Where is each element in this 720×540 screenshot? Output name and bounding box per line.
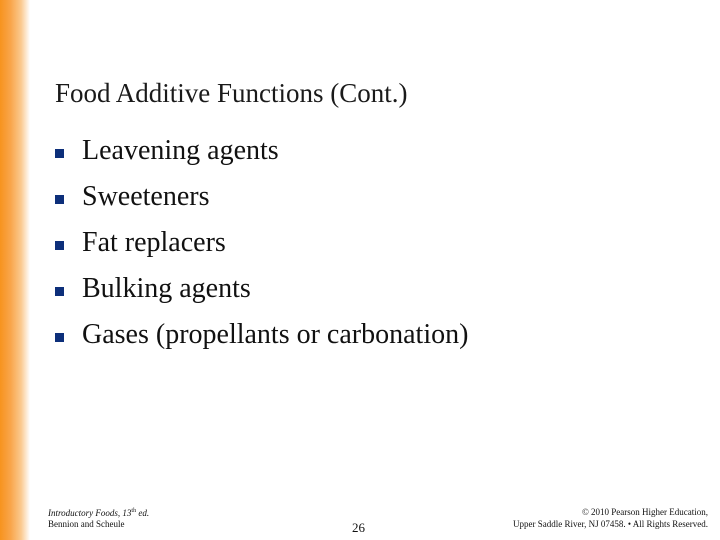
bullet-text: Bulking agents (82, 273, 251, 304)
bullet-item (55, 312, 468, 358)
square-bullet-icon (55, 149, 64, 158)
footer-edition-suffix: ed. (136, 508, 150, 518)
square-bullet-icon (55, 287, 64, 296)
bullet-item (55, 128, 468, 174)
copyright-line-2: Upper Saddle River, NJ 07458. • All Rights Reserved. (512, 519, 708, 529)
page-number: 26 (352, 520, 365, 535)
square-bullet-icon (55, 241, 64, 250)
footer-copyright (513, 506, 708, 530)
bullet-text: Gases (propellants or carbonation) (82, 319, 469, 350)
footer-book-credit (48, 508, 149, 530)
bullet-item (55, 174, 468, 220)
bullet-text: Fat replacers (82, 227, 226, 258)
square-bullet-icon (55, 333, 64, 342)
bullet-list (55, 128, 468, 358)
bullet-item (55, 266, 468, 312)
footer-edition-superscript: th (131, 508, 137, 514)
footer-book-title: Introductory Foods, 13 (48, 508, 132, 518)
slide-title: Food Additive Functions (Cont.) (55, 78, 408, 108)
footer-book-title-line (48, 508, 149, 519)
copyright-line-1: © 2010 Pearson Higher Education, (581, 507, 708, 517)
bullet-text: Leavening agents (82, 135, 279, 166)
side-accent-bar (0, 0, 30, 540)
footer-authors: Bennion and Scheule (48, 519, 125, 529)
bullet-text: Sweeteners (82, 181, 210, 212)
bullet-item (55, 220, 468, 266)
square-bullet-icon (55, 195, 64, 204)
